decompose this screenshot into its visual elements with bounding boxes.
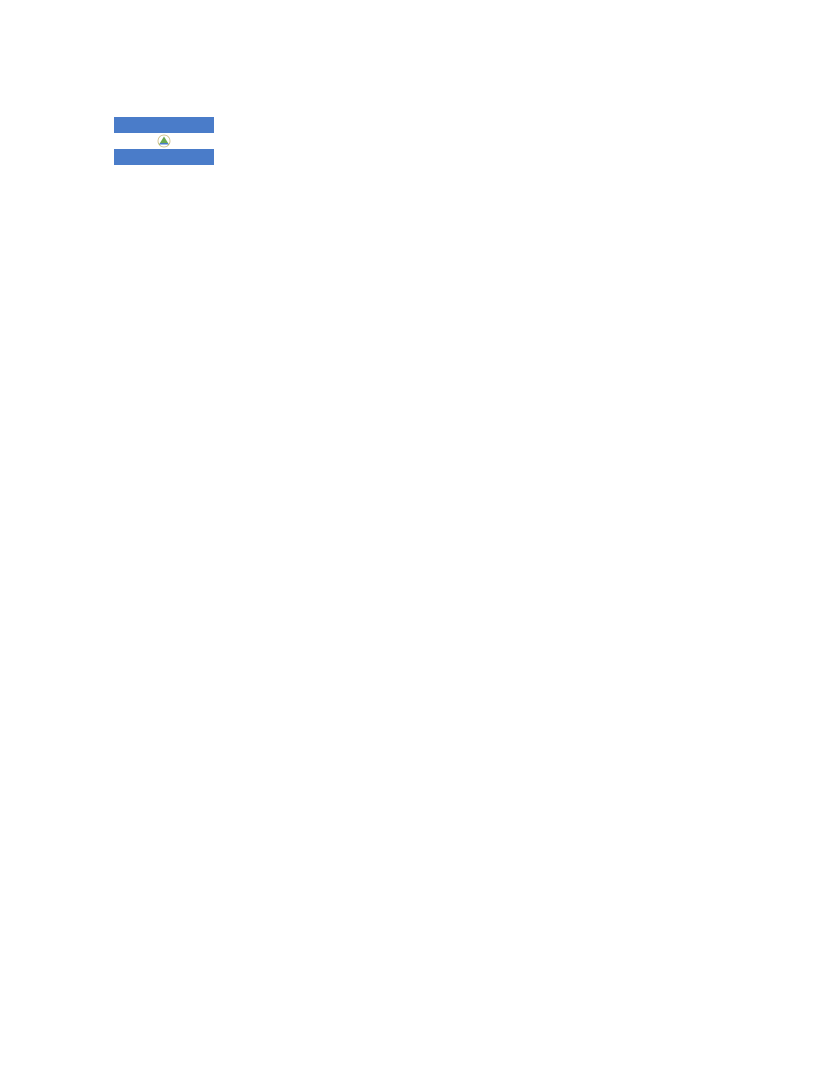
nicaragua-flag-icon [114, 117, 214, 165]
